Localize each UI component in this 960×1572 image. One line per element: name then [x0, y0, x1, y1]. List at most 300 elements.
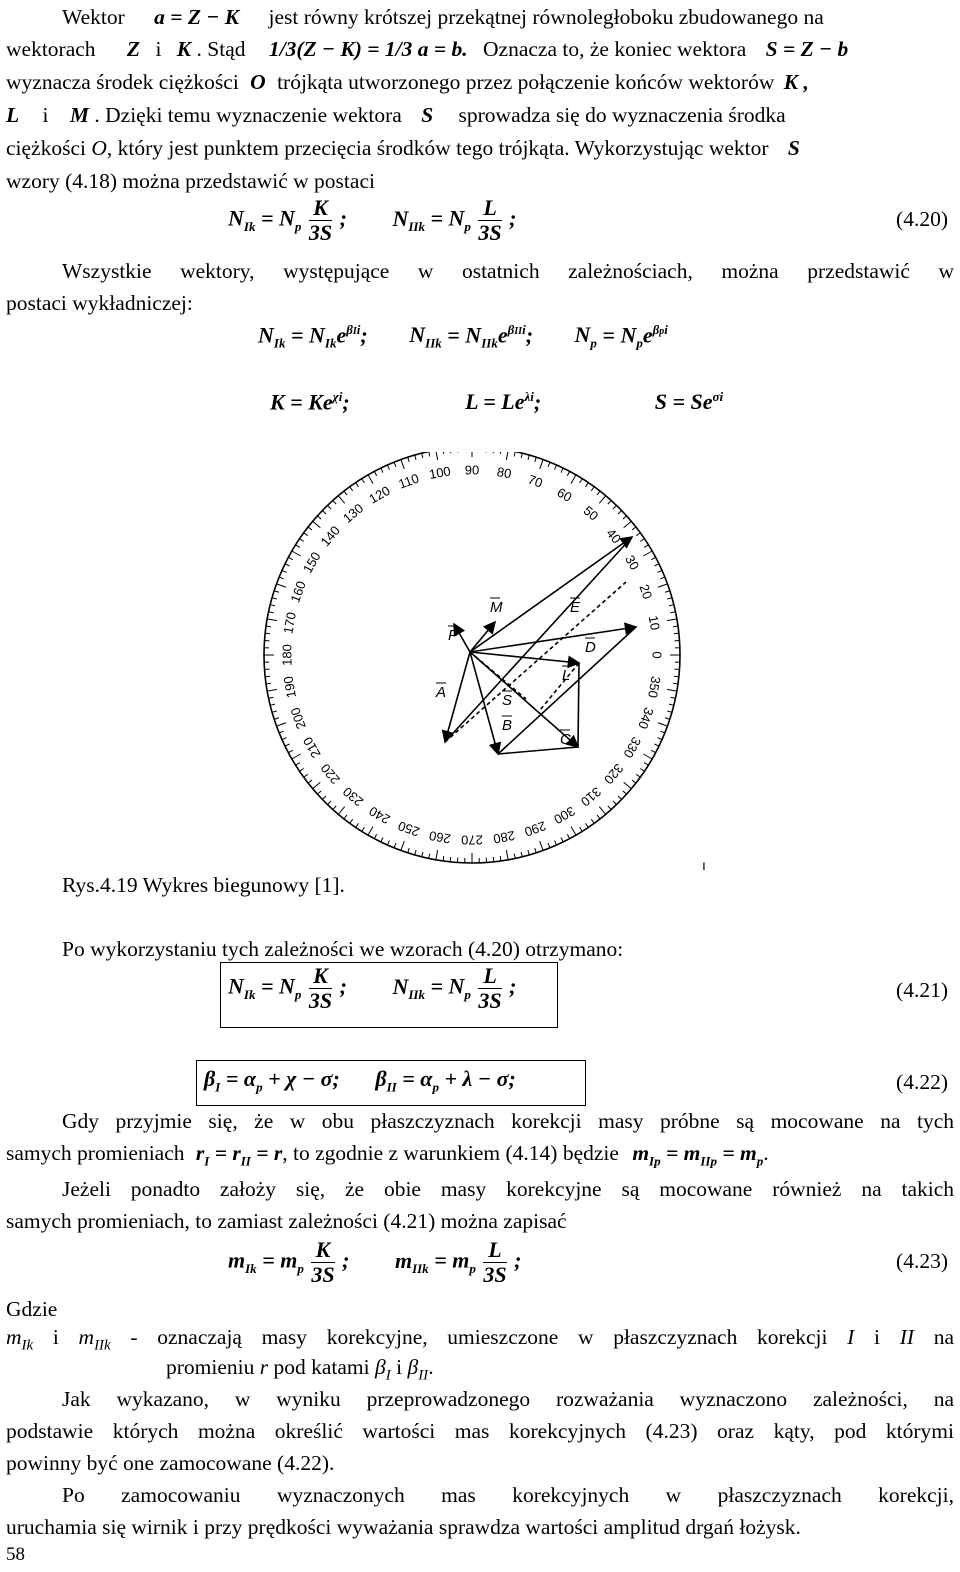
tick-mark — [344, 815, 347, 819]
exponent: i — [664, 322, 668, 337]
symbol: = α — [225, 1066, 257, 1091]
fraction — [483, 1238, 506, 1287]
fraction — [311, 1238, 334, 1287]
denominator: 3S — [483, 1262, 507, 1287]
symbol: m — [452, 1247, 470, 1273]
subscript: Ik — [21, 1337, 34, 1354]
tick-mark — [660, 731, 665, 733]
symbol: β — [204, 1066, 216, 1091]
symbol: N — [228, 973, 244, 999]
text: wektorach — [6, 37, 96, 61]
tick-mark — [632, 527, 636, 530]
tick-mark — [338, 807, 344, 815]
tick-label: 210 — [299, 734, 324, 761]
symbol: β — [407, 1355, 419, 1379]
tick-mark — [654, 564, 658, 566]
tick-mark — [272, 598, 277, 599]
tick-mark — [387, 840, 389, 845]
tick-mark — [673, 626, 678, 627]
tick-mark — [586, 483, 589, 487]
vector-S-dashed — [470, 652, 526, 699]
text: i — [42, 103, 49, 127]
tick-label: 70 — [525, 471, 545, 491]
tick-mark — [644, 545, 648, 548]
symbol: r — [259, 1355, 269, 1379]
tick-label: 150 — [299, 549, 324, 576]
symbol: = N — [290, 322, 325, 348]
tick-mark — [267, 619, 277, 621]
vector-B-arrow — [470, 652, 498, 754]
subscript: IIk — [425, 335, 442, 351]
tick-mark — [658, 723, 667, 726]
text: i — [854, 1325, 900, 1349]
tick-mark — [540, 460, 543, 469]
tick-mark — [618, 796, 622, 799]
tick-mark — [328, 801, 331, 805]
para6-line2: podstawie których można określić wartości mas korekcyjnych (4.23) oraz kąty, pod którymi — [6, 1419, 954, 1443]
text: . Dzięki temu wyznaczenie wektora — [94, 103, 402, 127]
tick-mark — [308, 527, 312, 530]
symbol: m — [6, 1325, 22, 1349]
subscript: p — [294, 986, 302, 1002]
text: jest równy krótszej przekątnej równoległoboku zbudowanego na — [268, 5, 824, 29]
subscript: p — [294, 218, 302, 234]
symbol: = N — [447, 322, 482, 348]
subscript: p — [256, 1079, 263, 1095]
subscript: IIk — [94, 1337, 111, 1354]
symbol: + λ − σ; — [444, 1066, 516, 1091]
tick-mark — [540, 841, 543, 850]
tick-mark — [368, 475, 373, 484]
symbol: e — [497, 322, 508, 348]
symbol: N — [392, 205, 409, 231]
vector-L-arrow — [470, 652, 579, 663]
tick-mark — [288, 750, 292, 752]
exponent: β — [652, 322, 660, 337]
tick-mark — [500, 856, 501, 861]
tick-mark — [535, 848, 537, 853]
tick-mark — [450, 857, 451, 862]
tick-mark — [651, 557, 655, 559]
tick-mark — [422, 453, 423, 458]
para3-line1 — [6, 936, 954, 963]
vector-D-arrow — [470, 627, 636, 652]
subscript: IIk — [412, 1260, 429, 1276]
tick-mark — [313, 521, 321, 527]
para1-line6: wzory (4.18) można przedstawić w postaci — [6, 169, 375, 193]
tick-mark — [673, 683, 678, 684]
tick-mark — [667, 598, 672, 599]
tick-mark — [597, 491, 600, 495]
symbol: e — [642, 322, 653, 348]
tick-mark — [304, 533, 308, 536]
tick-mark — [317, 516, 321, 519]
vector-E-arrow — [470, 537, 632, 652]
symbol: N — [258, 322, 274, 348]
symbol: ; — [533, 389, 542, 415]
exponent-sub: I — [352, 326, 357, 337]
tick-mark — [269, 697, 274, 698]
denominator: 3S — [478, 220, 502, 245]
tick-mark — [535, 457, 537, 462]
tick-mark — [436, 452, 438, 460]
tick-mark — [500, 452, 501, 454]
fraction — [309, 196, 332, 245]
para1-line3 — [6, 69, 954, 96]
text: Oznacza to, że koniec wektora — [483, 37, 747, 61]
tick-mark — [356, 823, 359, 827]
symbol: ; — [360, 322, 368, 348]
tick-mark — [274, 718, 279, 720]
tick-mark — [285, 744, 289, 746]
subscript: Ik — [245, 1260, 257, 1276]
tick-mark — [362, 827, 365, 831]
numerator: K — [309, 196, 332, 221]
text: i — [155, 37, 162, 61]
tick-mark — [521, 453, 522, 458]
tick-mark — [401, 460, 404, 469]
text: Po wykorzystaniu tych zależności we wzorach (4.20) otrzymano: — [62, 937, 624, 961]
para5-line2: samych promieniach, to zamiast zależności (4.21) można zapisać — [6, 1209, 567, 1233]
para4-line1 — [6, 1108, 954, 1135]
tick-mark — [333, 500, 336, 504]
subscript: II — [418, 1367, 429, 1384]
tick-mark — [322, 796, 326, 799]
tick-mark — [374, 471, 376, 475]
tick-mark — [415, 850, 416, 855]
symbol: m — [78, 1325, 95, 1349]
tick-label: 160 — [287, 578, 309, 605]
symbol: β — [375, 1355, 386, 1379]
subscript: IIk — [481, 335, 498, 351]
tick-mark — [394, 462, 396, 467]
exponent: β — [507, 322, 515, 337]
page-number: 58 — [6, 1544, 25, 1565]
tick-mark — [265, 633, 270, 634]
tick-mark — [613, 801, 616, 805]
tick-mark — [285, 564, 289, 566]
tick-mark — [387, 465, 389, 470]
para1-line4 — [6, 102, 954, 129]
symbol: N — [409, 322, 426, 348]
tick-label: 90 — [464, 462, 480, 478]
subscript: IIk — [408, 986, 425, 1002]
tick-label: 140 — [317, 522, 343, 550]
polar-tick-labels — [279, 462, 664, 847]
tick-mark — [274, 591, 279, 593]
construction-line — [578, 663, 579, 747]
subscript: p — [464, 986, 471, 1002]
tick-label: 130 — [339, 500, 367, 526]
vector-L: L — [6, 103, 20, 127]
tick-mark — [408, 457, 410, 462]
numerator: L — [478, 196, 501, 221]
tick-mark — [292, 551, 301, 556]
symbol: m — [740, 1141, 757, 1165]
tick-mark — [669, 605, 674, 606]
tick-mark — [623, 516, 627, 519]
tick-mark — [506, 452, 508, 460]
tick-mark — [618, 511, 622, 514]
point-O: O — [91, 136, 107, 160]
formula-S: S = Z − b — [765, 37, 849, 61]
tick-mark — [623, 791, 627, 794]
tick-mark — [548, 462, 550, 467]
tick-label: 30 — [622, 552, 643, 573]
para6-line3: powinny być one zamocowane (4.22). — [6, 1451, 335, 1475]
symbol: N — [392, 973, 409, 999]
equation-number: (4.22) — [896, 1070, 948, 1094]
exp-equations-row2 — [270, 389, 723, 415]
para2-line1 — [6, 258, 954, 285]
tick-mark — [640, 769, 644, 772]
tick-mark — [401, 841, 404, 850]
text: . Stąd — [196, 37, 246, 61]
tick-label: 100 — [427, 463, 452, 483]
exponent-sub: p — [659, 326, 665, 337]
tick-label: 110 — [396, 470, 422, 492]
subscript: I — [215, 1079, 221, 1095]
tick-label: 340 — [635, 705, 657, 732]
tick-label: 170 — [280, 610, 300, 635]
para1-line5 — [6, 135, 954, 162]
subscript: Ik — [273, 335, 286, 351]
tick-label: 120 — [366, 482, 393, 507]
tick-mark — [277, 584, 286, 587]
tick-label: 320 — [601, 760, 627, 788]
text: promieniu — [166, 1355, 260, 1379]
tick-mark — [624, 521, 632, 527]
exponent: β — [346, 322, 353, 337]
tick-mark — [313, 782, 321, 788]
tick-mark — [322, 511, 326, 514]
vector-label-A: A — [436, 684, 447, 701]
para4-line2: samych promieniach $r_I = r_{II} = r$, to zgodnie z warunkiem (4.14) będzie $m_{Ip} = m_{IIp} = m_p$. — [6, 1141, 769, 1169]
tick-mark — [658, 584, 667, 587]
symbol: = r — [256, 1141, 283, 1165]
vector-label-L: L — [562, 667, 571, 684]
para2-line2: postaci wykładniczej: — [6, 291, 193, 315]
equation-4-20: $N_{Ik} = N_p$ $\frac{K}{3S}$ ; $N_{IIk} = N_p$ $\frac{L}{3S}$ ; — [228, 195, 517, 245]
tick-mark — [514, 452, 515, 456]
para7-line1 — [6, 1482, 954, 1509]
numerator: L — [483, 1238, 506, 1263]
tick-label: 270 — [461, 832, 483, 848]
tick-label: 260 — [427, 827, 452, 847]
tick-mark — [374, 834, 376, 838]
tick-mark — [493, 452, 494, 453]
tick-label: 250 — [395, 818, 422, 840]
tick-mark — [591, 487, 594, 491]
gdzie-line2 — [166, 1354, 960, 1389]
tick-mark — [528, 455, 529, 460]
subscript: Ik — [243, 986, 256, 1002]
tick-mark — [636, 533, 640, 536]
tick-mark — [429, 452, 430, 456]
tick-mark — [300, 769, 304, 772]
exponent-sub: II — [514, 326, 523, 337]
tick-mark — [528, 850, 529, 855]
subscript: II — [240, 1153, 251, 1169]
vector-K: K — [176, 37, 192, 61]
tick-mark — [640, 539, 644, 542]
text: na — [914, 1325, 954, 1349]
tick-mark — [580, 827, 583, 831]
symbol: = α — [402, 1066, 433, 1091]
tick-mark — [567, 471, 569, 475]
tick-mark — [591, 819, 594, 823]
tick-mark — [561, 468, 563, 472]
tick-mark — [333, 806, 336, 810]
exponent: χi — [332, 389, 343, 404]
subscript: p — [469, 1260, 476, 1276]
tick-label: 240 — [366, 803, 393, 828]
subscript: p — [636, 335, 643, 351]
vector-label-C: C — [560, 731, 571, 748]
formula-a: a = Z − K — [154, 5, 240, 29]
symbol: m — [632, 1141, 650, 1165]
symbol: m — [683, 1141, 701, 1165]
text: Po zamocowaniu wyznaczonych mas korekcyjnych w płaszczyznach korekcji, — [62, 1483, 954, 1507]
vector-label-F: F — [448, 627, 458, 644]
tick-mark — [394, 843, 396, 848]
symbol: N — [228, 205, 244, 231]
tick-mark — [644, 763, 648, 766]
exponent: i — [356, 322, 361, 337]
tick-mark — [270, 605, 275, 606]
tick-mark — [443, 452, 444, 454]
tick-mark — [368, 826, 373, 835]
tick-mark — [613, 505, 616, 509]
construction-line — [498, 747, 578, 754]
tick-mark — [422, 852, 423, 857]
equation-4-23: $m_{Ik} = m_p$ $\frac{K}{3S}$ ; $m_{IIk} = m_p$ $\frac{L}{3S}$ ; — [228, 1237, 522, 1287]
tick-label: 180 — [279, 644, 295, 666]
tick-label: 40 — [603, 525, 625, 547]
formula-b: 1/3(Z − K) = 1/3 a = b. — [268, 37, 468, 61]
text: i — [390, 1355, 408, 1379]
exp-equations-row1 — [258, 322, 668, 352]
tick-mark — [521, 852, 522, 857]
construction-line-dashed — [540, 663, 579, 710]
point-O: O — [250, 70, 266, 94]
symbol: N — [574, 322, 591, 348]
tick-mark — [657, 570, 662, 572]
subscript: IIk — [408, 218, 425, 234]
tick-mark — [267, 689, 277, 691]
subscript: p — [464, 218, 471, 234]
text: . — [428, 1355, 434, 1379]
text: Wszystkie wektory, występujące w ostatnich zależnościach, można przedstawić w — [62, 259, 954, 283]
subscript: p — [432, 1079, 439, 1095]
tick-mark — [608, 806, 611, 810]
tick-mark — [608, 500, 611, 504]
text: pod katami — [268, 1355, 376, 1379]
vector-S: S — [787, 136, 800, 160]
tick-label: 190 — [280, 675, 300, 700]
text: Gdy przyjmie się, że w obu płaszczyznach korekcji masy próbne są mocowane na tych — [62, 1109, 954, 1133]
subscript: Ik — [243, 218, 256, 234]
symbol: L = Le — [465, 389, 525, 415]
tick-mark — [571, 475, 576, 484]
tick-mark — [266, 626, 271, 627]
tick-mark — [632, 780, 636, 783]
tick-label: 280 — [492, 827, 517, 847]
tick-mark — [636, 774, 640, 777]
tick-mark — [265, 676, 270, 677]
text: trójkąta utworzonego przez połączenie końców wektorów — [277, 70, 775, 94]
tick-mark — [338, 496, 344, 504]
exponent: i — [522, 322, 526, 337]
tick-mark — [660, 577, 665, 579]
fraction — [309, 964, 332, 1013]
tick-mark — [288, 557, 292, 559]
tick-mark — [514, 854, 515, 859]
symbol: I — [847, 1325, 855, 1349]
tick-mark — [665, 718, 670, 720]
vector-label-M: M — [490, 599, 503, 616]
vector-S: S — [421, 103, 434, 127]
para5-line1 — [6, 1176, 954, 1203]
tick-mark — [657, 738, 662, 740]
symbol: S = Se — [654, 389, 713, 415]
tick-mark — [266, 683, 271, 684]
vector-label-S: S — [502, 692, 513, 709]
polar-chart — [240, 452, 710, 880]
tick-mark — [555, 465, 557, 470]
subscript: II — [386, 1079, 397, 1095]
text: i — [33, 1325, 79, 1349]
denominator: 3S — [311, 1262, 335, 1287]
tick-mark — [586, 823, 589, 827]
text: , to zgodnie z warunkiem (4.14) będzie — [282, 1141, 619, 1165]
tick-mark — [408, 848, 410, 853]
tick-label: 230 — [339, 784, 367, 810]
tick-mark — [277, 723, 286, 726]
text: Wektor — [62, 5, 125, 29]
vectors — [445, 537, 636, 754]
tick-label: 300 — [551, 803, 578, 828]
tick-mark — [344, 491, 347, 495]
tick-mark — [506, 850, 508, 860]
para1-line1 — [6, 4, 954, 31]
equation-number: (4.23) — [896, 1249, 948, 1273]
exponent: σi — [712, 389, 724, 404]
para1-line2 — [6, 36, 954, 63]
tick-mark — [292, 754, 301, 759]
symbol: r — [195, 1141, 205, 1165]
symbol: m — [228, 1247, 246, 1273]
symbol: ; — [342, 389, 350, 415]
para7-line2: uruchamia się wirnik i przy prędkości wyważania sprawdza wartości amplitud drgań łożysk. — [6, 1515, 801, 1539]
tick-mark — [548, 843, 550, 848]
symbol: e — [336, 322, 347, 348]
equation-number: (4.21) — [896, 978, 948, 1002]
numerator: L — [478, 964, 501, 989]
subscript: I — [204, 1153, 210, 1169]
subscript: p — [590, 335, 597, 351]
vector-label-D: D — [585, 639, 596, 656]
tick-mark — [415, 455, 416, 460]
tick-mark — [567, 834, 569, 838]
tick-mark — [671, 612, 676, 613]
tick-label: 10 — [645, 614, 663, 632]
tick-mark — [674, 676, 679, 677]
equation-number: (4.20) — [896, 207, 948, 231]
fraction — [478, 196, 501, 245]
subscript: Ik — [324, 335, 337, 351]
tick-label: 290 — [522, 818, 549, 840]
